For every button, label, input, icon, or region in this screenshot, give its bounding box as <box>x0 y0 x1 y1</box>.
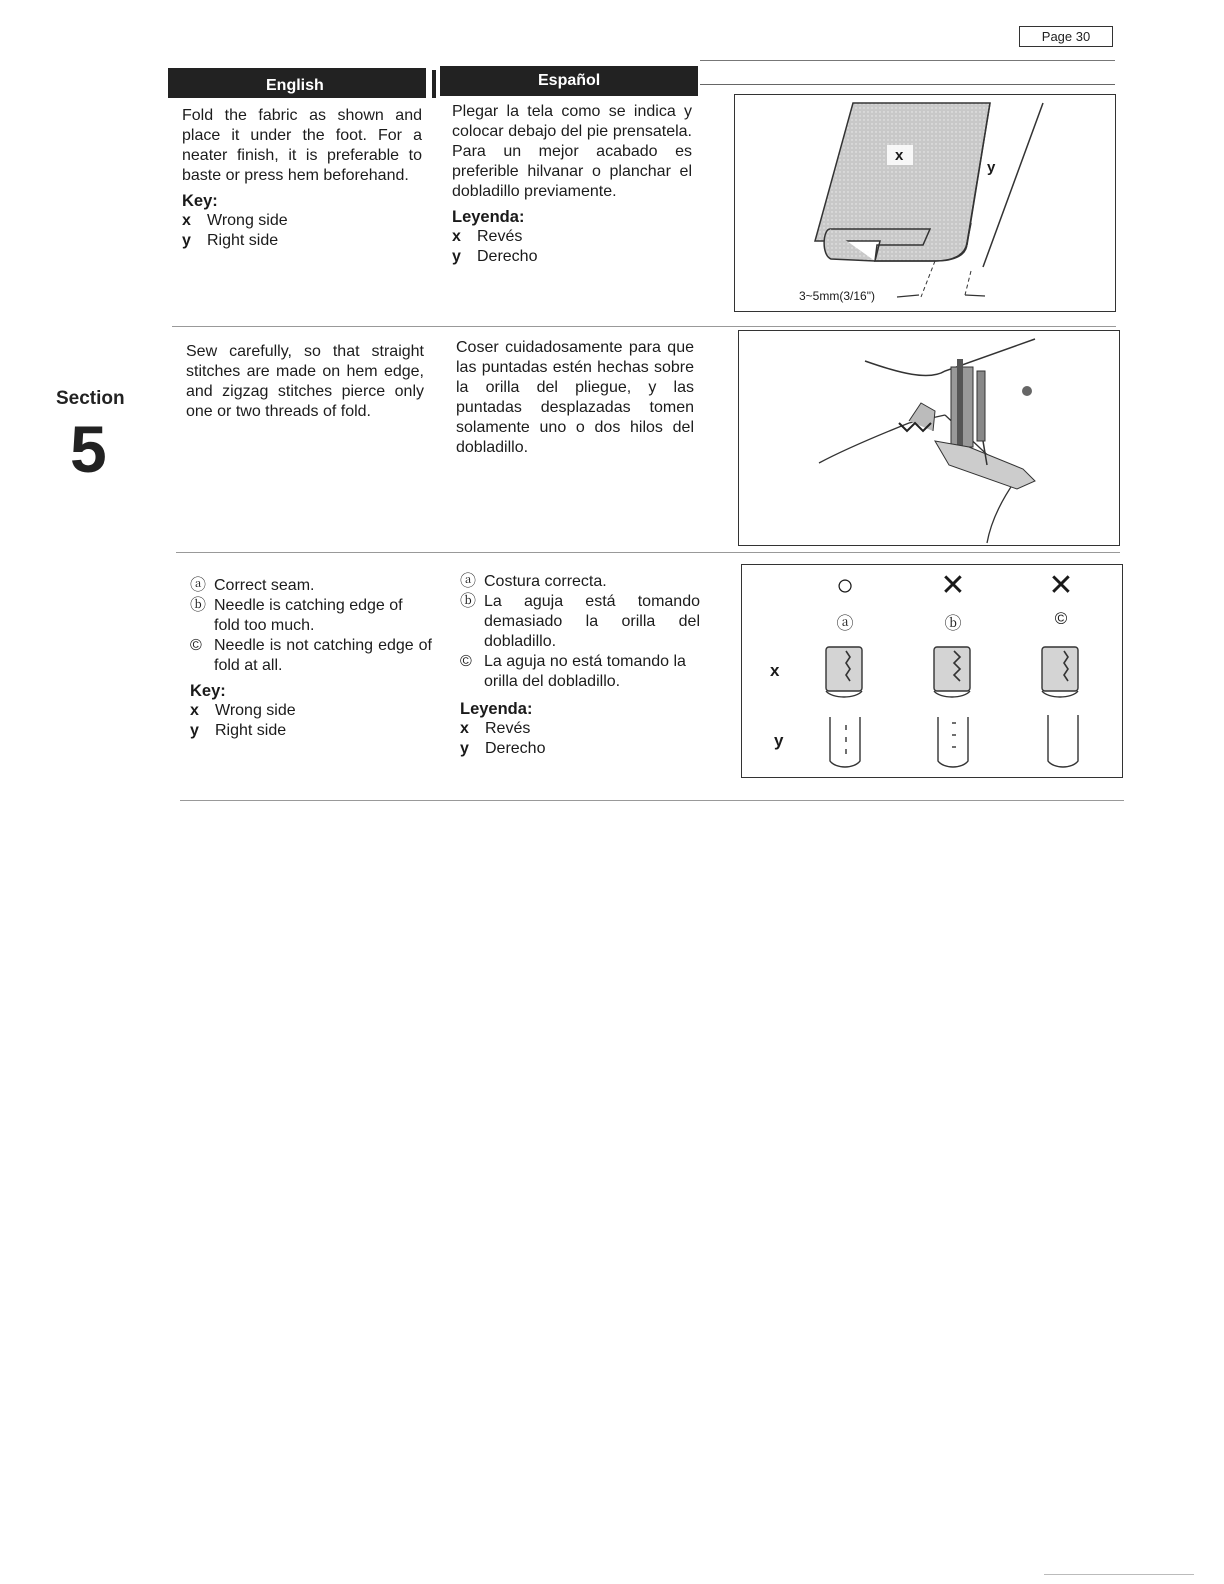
block3-en-key-y <box>190 721 432 741</box>
block2-es-body: Coser cuidadosamente para que las puntadas estén hechas sobre la orilla del pliegue, y las puntadas desplazadas tomen solamente uno o dos hilos del dobladillo. <box>456 339 694 456</box>
incorrect-symbol-b: ✕ <box>940 569 966 602</box>
english-header-label: English <box>266 77 324 94</box>
spanish-header-label: Español <box>538 72 601 89</box>
mark: ⓐ <box>460 573 477 590</box>
x-row-b <box>934 647 970 697</box>
key-text: Revés <box>485 720 531 737</box>
block3-en-key-title: Key: <box>190 682 226 700</box>
key-letter: x <box>190 702 199 719</box>
y-row-a <box>830 717 860 767</box>
stitch-diagrams <box>742 565 1122 777</box>
incorrect-symbol-c: ✕ <box>1048 569 1074 602</box>
key-letter: y <box>460 740 469 757</box>
block1-en-body: Fold the fabric as shown and place it under the foot. For a neater finish, it is preferable to baste or press hem beforehand. <box>182 107 422 184</box>
item-text: La aguja está tomando demasiado la orilla del dobladillo. <box>484 593 700 650</box>
block3-spanish <box>460 572 700 759</box>
block1-spanish <box>452 102 692 267</box>
key-text: Derecho <box>477 248 538 265</box>
block3-es-key-y <box>460 739 700 759</box>
section-number: 5 <box>70 412 107 486</box>
folded-fabric-illustration <box>735 95 1115 311</box>
measurement-label: 3~5mm(3/16") <box>799 289 875 303</box>
block2-spanish <box>456 338 694 458</box>
sewing-figure <box>738 330 1120 546</box>
es-item-c <box>460 652 700 692</box>
section-label: Section <box>56 388 125 409</box>
mark: © <box>190 637 202 654</box>
key-letter: y <box>452 248 461 265</box>
y-row-c <box>1048 715 1078 767</box>
mark: © <box>460 653 472 670</box>
block1-es-key-x <box>452 227 692 247</box>
block3-en-key-x <box>190 701 432 721</box>
x-row-a <box>826 647 862 697</box>
block2-english <box>186 342 424 422</box>
row-label-y: y <box>774 731 784 750</box>
page-number: Page 30 <box>1019 26 1113 47</box>
header-divider <box>432 70 436 98</box>
block1-english <box>182 106 422 251</box>
english-header <box>168 68 426 98</box>
column-mark-c: © <box>1054 609 1068 628</box>
block1-es-key-y <box>452 247 692 267</box>
key-letter: x <box>182 212 191 229</box>
item-text: Costura correcta. <box>484 573 607 590</box>
y-row-b <box>938 717 968 767</box>
key-letter: x <box>460 720 469 737</box>
block1-en-key-title: Key: <box>182 192 218 210</box>
item-text: Correct seam. <box>214 577 315 594</box>
divider-2 <box>176 552 1120 553</box>
mark: ⓐ <box>190 577 207 594</box>
fold-fabric-figure <box>734 94 1116 312</box>
block3-es-key-x <box>460 719 700 739</box>
block3-english <box>190 576 432 741</box>
block1-en-key-y <box>182 231 422 251</box>
en-item-a <box>190 576 432 596</box>
block1-es-body: Plegar la tela como se indica y colocar debajo del pie prensatela. Para un mejor acabado es preferible hilvanar o planchar el dobladillo previamente. <box>452 103 692 200</box>
label-x: x <box>895 147 904 164</box>
block1-en-key-x <box>182 211 422 231</box>
key-text: Derecho <box>485 740 546 757</box>
column-mark-b: ⓑ <box>944 614 962 633</box>
block3-es-key-title: Leyenda: <box>460 700 533 718</box>
divider-1 <box>172 326 1116 327</box>
item-text: Needle is not catching edge of fold at all. <box>214 637 432 674</box>
en-item-c <box>190 636 432 676</box>
footer-rule <box>1044 1574 1194 1575</box>
key-letter: y <box>182 232 191 249</box>
block2-en-body: Sew carefully, so that straight stitches are made on hem edge, and zigzag stitches pierce only one or two threads of fold. <box>186 343 424 420</box>
key-text: Wrong side <box>207 212 288 229</box>
es-item-b <box>460 592 700 652</box>
key-text: Wrong side <box>215 702 296 719</box>
mark: ⓑ <box>190 597 207 614</box>
presser-foot-illustration <box>739 331 1119 545</box>
top-rule <box>700 60 1115 61</box>
item-text: Needle is catching edge of fold too much. <box>214 597 403 634</box>
row-label-x: x <box>770 661 780 680</box>
mark: ⓑ <box>460 593 477 610</box>
divider-3 <box>180 800 1124 801</box>
key-letter: y <box>190 722 199 739</box>
header-rule <box>700 84 1115 85</box>
item-text: La aguja no está tomando la orilla del dobladillo. <box>484 653 686 690</box>
key-text: Revés <box>477 228 523 245</box>
en-item-b <box>190 596 432 636</box>
key-text: Right side <box>215 722 287 739</box>
es-item-a <box>460 572 700 592</box>
stitch-comparison-figure <box>741 564 1123 778</box>
column-mark-a: ⓐ <box>836 614 854 633</box>
key-letter: x <box>452 228 461 245</box>
spanish-header <box>440 66 698 96</box>
key-text: Right side <box>207 232 279 249</box>
label-y: y <box>987 159 996 176</box>
correct-symbol: ○ <box>835 569 855 602</box>
x-row-c <box>1042 647 1078 697</box>
block1-es-key-title: Leyenda: <box>452 208 525 226</box>
